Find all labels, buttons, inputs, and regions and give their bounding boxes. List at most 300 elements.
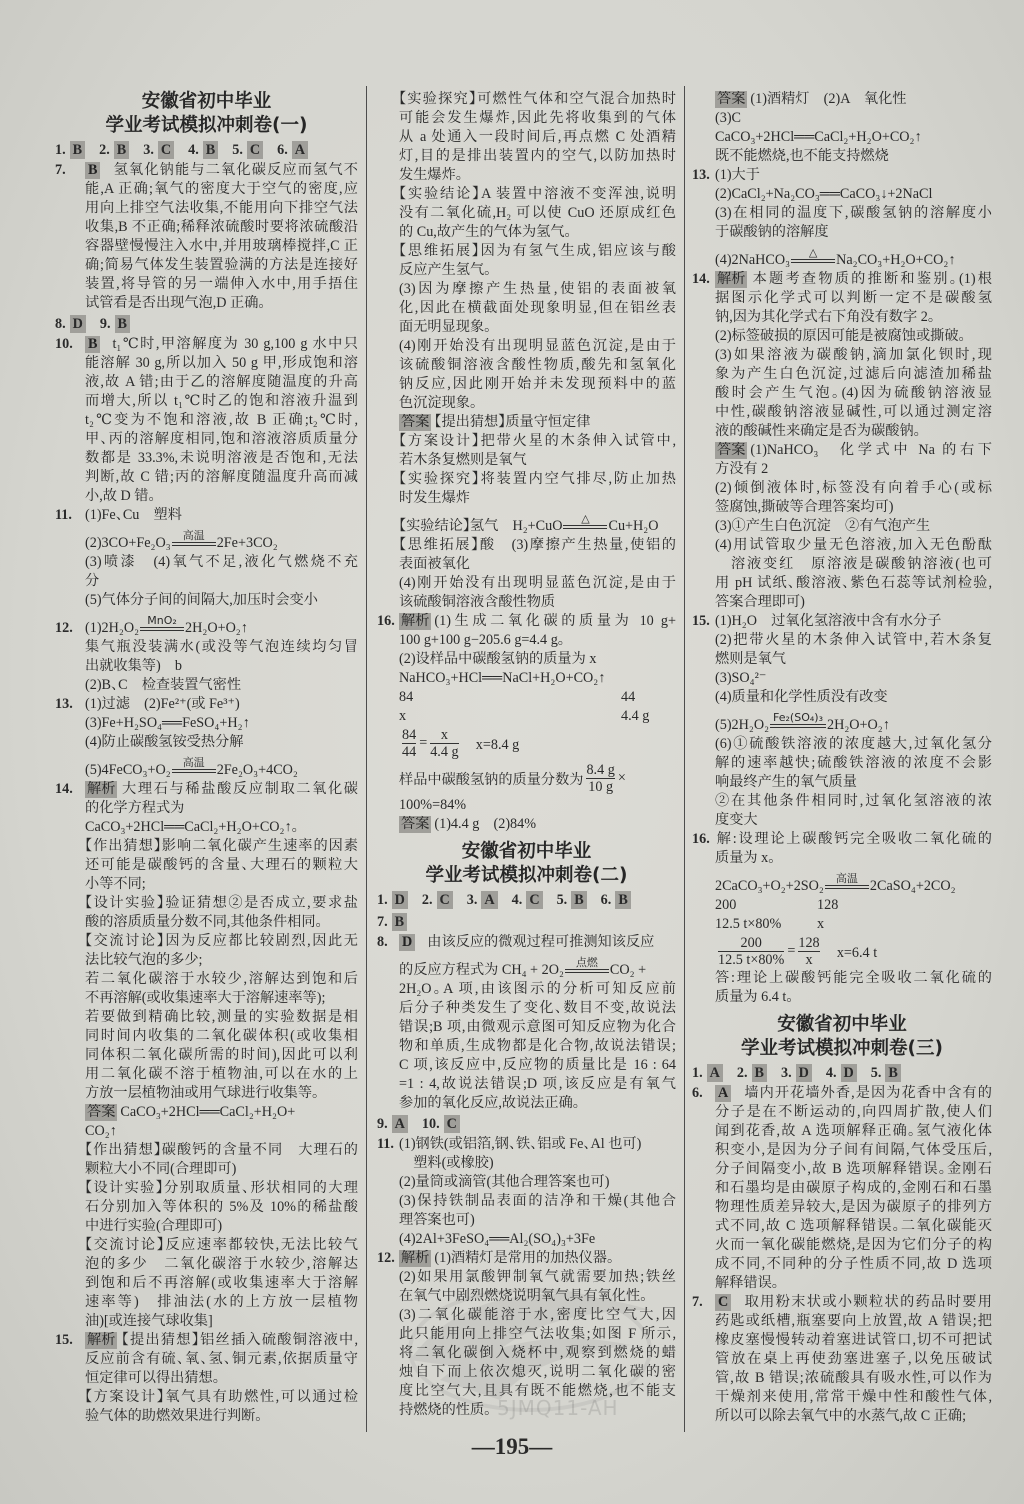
text-line	[715, 1388, 992, 1407]
text-line	[399, 1287, 676, 1306]
text-line	[85, 1312, 358, 1331]
answer-item	[277, 141, 308, 159]
double-equals-sign	[563, 525, 607, 529]
answer-item	[557, 891, 587, 909]
double-equals-sign	[791, 259, 835, 263]
line-text: 该硫酸铜溶液含酸性物质	[399, 594, 556, 610]
line-text: 中性,碳酸钠溶液显碱性,可以通过测定溶	[715, 404, 992, 420]
line-text: 物理性质差异较大,是因为碳原子的排列方	[715, 1199, 992, 1215]
section-title-line: 安徽省初中毕业	[461, 841, 592, 862]
line-text: 【作出猜想】影响二氧化碳产生速率的因素	[85, 838, 358, 854]
line-text: (4)质量和化学性质没有改变	[715, 689, 888, 705]
answer-paragraph	[399, 432, 676, 470]
line-text: 【实验探究】将装置内空气排尽,防止加热	[399, 471, 676, 487]
text-line	[715, 631, 992, 650]
text-line	[55, 161, 358, 180]
answer-paragraph	[692, 166, 992, 185]
line-text: 到饱和后不再溶解(或收集速率大于溶解	[85, 1275, 358, 1291]
text-line	[85, 1350, 358, 1369]
text-line	[715, 811, 992, 830]
text-line	[85, 733, 358, 752]
line-text: 积变小,是因为分子间有间隔,气体受压后,	[715, 1142, 992, 1158]
line-text: CaCO₃+2HCl══CaCl₂+H₂O+	[120, 1104, 296, 1120]
line-text: 能,A 正确;氧气的密度大于空气的密度,应	[85, 181, 358, 197]
line-text: 灯,目的是排出装置内的空气,以防加热时	[399, 148, 676, 164]
text-line	[692, 270, 992, 289]
line-text: 反应产生氢气。	[399, 262, 492, 278]
text-line	[85, 894, 358, 913]
label-badge: 解析	[401, 613, 430, 629]
line-text: 理答案也可)	[399, 1212, 475, 1228]
section-title-line: 学业考试模拟冲刺卷(二)	[425, 865, 628, 886]
text-line	[399, 1344, 676, 1363]
line-text: 钠反应,因此刚开始并未发现预料中的蓝	[399, 376, 676, 392]
text-line	[85, 714, 358, 733]
line-text: (6)①硫酸铁溶液的浓度越大,过氧化氢分	[715, 736, 992, 752]
question-number: 16.	[377, 613, 395, 629]
line-text: 分	[85, 573, 100, 589]
double-equals-sign	[140, 627, 184, 631]
question-number: 7.	[55, 162, 66, 178]
stoichiometry-right: 4.4 g	[621, 708, 650, 724]
answer-letter-badge: B	[114, 141, 129, 159]
double-equals-sign	[172, 542, 216, 546]
line-text: (3)SO₄²⁻	[715, 670, 767, 686]
text-line	[715, 346, 992, 365]
text-line	[715, 1255, 992, 1274]
line-text: CaCO₃+2HCl══CaCl₂+H₂O+CO₂↑	[715, 129, 922, 145]
answer-paragraph	[55, 780, 358, 818]
text-line	[85, 553, 358, 572]
question-number: 13.	[55, 696, 73, 712]
line-text: 2H₂O。A 项,由该图示的分析可知反应前	[399, 981, 676, 997]
stoichiometry-row	[399, 707, 676, 726]
text-line	[692, 612, 992, 631]
line-text: 时发生爆炸	[399, 490, 470, 506]
text-line	[715, 327, 992, 346]
line-text: 试管看是否出现气泡,D 正确。	[85, 295, 266, 311]
expression-text: x=6.4 t	[822, 944, 878, 961]
line-text: 管,故 B 错误;浓硫酸具有吸水性,可以作为	[715, 1370, 992, 1386]
answer-paragraph	[377, 612, 676, 650]
text-line	[715, 669, 992, 688]
question-number: 4.	[825, 1065, 837, 1081]
answer-paragraph	[85, 1236, 358, 1331]
denominator: x	[805, 952, 813, 968]
text-line	[715, 969, 992, 988]
text-line	[715, 479, 992, 498]
text-line	[399, 242, 676, 261]
reaction-condition	[825, 873, 869, 896]
fraction-expression	[399, 761, 676, 796]
question-number: 8.	[55, 316, 66, 332]
text-line	[399, 318, 676, 337]
text-line	[715, 688, 992, 707]
answer-paragraph	[715, 688, 992, 707]
expression-text: x=8.4 g	[461, 736, 520, 753]
text-line	[715, 460, 992, 479]
line-text: 据图示化学式可以判断一定不是碳酸氢	[715, 290, 992, 306]
answer-paragraph	[715, 517, 992, 536]
equation-products: 2Fe+3CO₂	[216, 535, 278, 551]
line-text: 答案合理即可)	[715, 594, 805, 610]
line-text: 色沉淀现象。	[399, 395, 478, 411]
answer-item	[871, 1064, 901, 1082]
line-text: 没有二氧化硫,H₂ 可以使 CuO 还原成红色	[399, 205, 676, 221]
equation-products: 2Fe₂O₃+4CO₂	[216, 762, 298, 778]
stoichiometry-row	[399, 688, 676, 707]
answer-letter-badge: C	[247, 141, 263, 159]
line-text: 由该反应的微观过程可推测知该反应	[427, 934, 655, 950]
line-text: 塑料(或橡胶)	[399, 1155, 494, 1171]
section-title	[377, 840, 676, 888]
text-line	[377, 933, 676, 952]
equation-reactants: (4)2NaHCO₃	[715, 252, 791, 268]
answer-paragraph	[692, 1293, 992, 1426]
text-line	[399, 432, 676, 451]
stoichiometry-left: 200	[715, 897, 737, 913]
answer-paragraph	[377, 1249, 676, 1268]
answer-paragraph	[692, 830, 992, 868]
line-text: (5)气体分子间的间隔大,加压时会变小	[85, 592, 318, 608]
text-line	[85, 1293, 358, 1312]
answer-item	[422, 1115, 460, 1133]
text-line	[399, 489, 676, 508]
answer-paragraph	[399, 536, 676, 574]
denominator: 4.4 g	[430, 744, 459, 760]
question-number: 14.	[692, 271, 710, 287]
line-text: (3)Fe+H₂SO₄══FeSO₄+H₂↑	[85, 715, 250, 731]
answer-paragraph	[715, 792, 992, 830]
line-text: 质量为 x。	[715, 850, 776, 866]
text-line	[85, 373, 358, 392]
label-badge: 答案	[87, 1104, 116, 1120]
line-text: 酸时会产生气泡。(4)因为硫酸钠溶液显	[715, 385, 992, 401]
text-line	[85, 818, 358, 837]
line-text: (3)①产生白色沉淀 ②有气泡产生	[715, 518, 931, 534]
answer-item	[377, 891, 408, 909]
line-text: 既不能燃烧,也不能支持燃烧	[715, 148, 889, 164]
double-equals-sign	[172, 769, 216, 773]
expression-text: ×	[617, 770, 626, 786]
text-line	[55, 1331, 358, 1350]
text-line	[85, 256, 358, 275]
answer-paragraph	[399, 337, 676, 413]
answer-paragraph	[85, 837, 358, 894]
text-line	[85, 1103, 358, 1122]
answer-paragraph	[715, 969, 992, 1007]
watermark-code: 5JMQ11-AH	[497, 1396, 619, 1420]
equation-products: Na₂CO₃+H₂O+CO₂↑	[836, 252, 956, 268]
line-text: 【实验结论】A 装置中溶液不变浑浊,说明	[399, 186, 676, 202]
numerator: x	[440, 727, 448, 743]
double-equals-sign	[565, 969, 609, 973]
line-text: 此只能用向上排空气法收集;如图 F 所示,	[399, 1326, 676, 1342]
line-text: 表面被氧化	[399, 556, 470, 572]
fraction	[586, 762, 614, 795]
question-number: 3.	[143, 142, 154, 158]
text-line	[85, 1027, 358, 1046]
line-text: 从 a 处通入一段时间后,再点燃 C 处酒精	[399, 129, 676, 145]
line-text: 错误;B 项,由微观示意图可知反应物为化合	[399, 1019, 676, 1035]
fraction	[798, 935, 819, 968]
label-badge: 答案	[401, 816, 430, 832]
line-text: 解:设理论上碳酸钙完全吸收二氧化硫的	[715, 831, 992, 847]
line-text: 【思维拓展】因为有氢气生成,铝应该与酸	[399, 243, 676, 259]
answer-paragraph	[399, 242, 676, 280]
answer-paragraph	[715, 735, 992, 792]
line-text: (1)过滤 (2)Fe²⁺(或 Fe³⁺)	[85, 696, 240, 712]
reaction-condition	[770, 712, 826, 735]
question-number: 5.	[232, 142, 243, 158]
question-number: 7.	[692, 1294, 703, 1310]
section-title-line: 安徽省初中毕业	[141, 91, 272, 112]
text-line	[399, 451, 676, 470]
text-line	[399, 166, 676, 185]
text-line	[692, 830, 992, 849]
text-line	[85, 1008, 358, 1027]
fraction	[430, 727, 458, 760]
text-line	[399, 980, 676, 999]
text-line	[85, 294, 358, 313]
line-text: 化,因此在横截面处现象明显,但在铝丝表	[399, 300, 676, 316]
text-line	[85, 913, 358, 932]
text-line	[715, 574, 992, 593]
question-number: 8.	[377, 934, 388, 950]
text-line	[715, 441, 992, 460]
text-line	[85, 1198, 358, 1217]
text-line	[399, 1325, 676, 1344]
text-line	[715, 223, 992, 242]
equation-reactants: 2CaCO₃+O₂+2SO₂	[715, 878, 824, 894]
text-line	[399, 280, 676, 299]
line-text: (1)酒精灯是常用的加热仪器。	[434, 1250, 615, 1266]
line-text: 油)[或连接气球收集]	[85, 1313, 213, 1329]
line-text: 参加的氧化反应,故说法正确。	[399, 1095, 580, 1111]
text-line	[85, 837, 358, 856]
answer-paragraph	[715, 327, 992, 346]
text-line	[715, 988, 992, 1007]
text-line	[399, 796, 676, 815]
middle-column	[377, 90, 676, 1420]
line-text: 出就收集等) b	[85, 658, 182, 674]
line-text: (4)用试管取少量无色溶液,加入无色酚酞	[715, 537, 992, 553]
answer-paragraph	[715, 204, 992, 242]
text-line	[399, 1363, 676, 1382]
line-text: 和石墨均是由碳原子构成的,金刚石和石墨	[715, 1180, 992, 1196]
question-number: 10.	[421, 1116, 440, 1132]
section-title	[692, 1013, 992, 1061]
question-number: 9.	[377, 1116, 388, 1132]
line-text: C 项,该反应中,反应物的质量比是 16 : 64	[399, 1057, 676, 1073]
line-text: 取用粉末状或小颗粒状的药品时要用	[743, 1294, 992, 1310]
text-line	[85, 1217, 358, 1236]
line-text: (1)4.4 g (2)84%	[434, 816, 537, 832]
line-text: 燃则是氧气	[715, 651, 786, 667]
text-line	[399, 593, 676, 612]
answer-paragraph	[55, 161, 358, 313]
line-text: 可能会发生爆炸,因此先将收集到的气体	[399, 110, 676, 126]
answer-row	[377, 911, 676, 933]
line-text: 集气瓶没装满水(或没等气泡连续均匀冒	[85, 639, 358, 655]
line-text: 100 g+100 g−205.6 g=4.4 g。	[399, 632, 565, 648]
text-line	[715, 109, 992, 128]
line-text: 干燥剂来使用,常常干燥中性和酸性气体,	[715, 1389, 992, 1405]
text-line	[399, 413, 676, 432]
text-line	[85, 676, 358, 695]
answer-letter-badge: B	[752, 1064, 767, 1082]
text-line	[85, 1236, 358, 1255]
question-number: 12.	[55, 620, 73, 636]
fraction-expression	[715, 934, 992, 969]
line-text: 签腐蚀,撕破等合理答案均可)	[715, 499, 894, 515]
text-line	[715, 90, 992, 109]
answer-letter-badge: C	[444, 1115, 460, 1133]
text-line	[715, 792, 992, 811]
line-text: (1)酒精灯 (2)A 氧化性	[750, 91, 907, 107]
text-line	[692, 1293, 992, 1312]
text-line	[55, 506, 358, 525]
question-number: 1.	[55, 142, 66, 158]
double-equals-sign	[770, 724, 826, 728]
line-text: (2)如果用氯酸钾制氧气就需要加热;铁丝	[399, 1269, 676, 1285]
line-text: 【思维拓展】酸 (3)摩擦产生热量,使铝的	[399, 537, 676, 553]
question-number: 3.	[466, 892, 478, 908]
question-number: 2.	[736, 1065, 748, 1081]
line-text: 100%=84%	[399, 797, 467, 813]
line-text: 小,故 D 错。	[85, 488, 156, 504]
answer-letter-badge: D	[796, 1064, 812, 1082]
text-line	[715, 289, 992, 308]
stoichiometry-row	[715, 896, 992, 915]
answer-paragraph	[399, 470, 676, 508]
text-line	[85, 354, 358, 373]
line-text: (2)把带火星的木条伸入试管中,若木条复	[715, 632, 992, 648]
answer-letter-badge: C	[158, 141, 174, 159]
text-line	[715, 735, 992, 754]
line-text: 溶液变红 原溶液是碳酸钠溶液(也可	[715, 556, 992, 572]
line-text: 若二氧化碳溶于水较少,溶解达到饱和后	[85, 971, 358, 987]
line-text: 度变大	[715, 812, 758, 828]
chemical-equation	[715, 242, 992, 270]
text-line	[399, 470, 676, 489]
line-text: 泡的多少 二氧化碳溶于水较少,溶解达	[85, 1256, 358, 1272]
answer-paragraph	[55, 695, 358, 714]
line-text: (4)刚开始没有出现明显蓝色沉淀,是由于	[399, 575, 676, 591]
answer-paragraph	[715, 128, 992, 147]
line-text: 而增大,所以 t₁℃时乙的饱和溶液升温到	[85, 393, 358, 409]
text-line	[85, 392, 358, 411]
text-line	[399, 574, 676, 593]
stoichiometry-row	[715, 915, 992, 934]
line-text: (3)在相同的温度下,碳酸氢钠的溶解度小	[715, 205, 992, 221]
answer-paragraph	[715, 109, 992, 128]
text-line	[85, 449, 358, 468]
answer-paragraph	[85, 1103, 358, 1141]
line-text: (4)防止碳酸氢铵受热分解	[85, 734, 244, 750]
text-line	[399, 185, 676, 204]
answer-item	[188, 141, 218, 159]
page-number: —195—	[471, 1434, 553, 1459]
line-text: 钠,因为其化学式右下角没有数字 2。	[715, 309, 935, 325]
line-text: 于碳酸钠的溶解度	[715, 224, 829, 240]
answer-letter-badge: A	[481, 891, 497, 909]
line-text: 石分别加入等体积的 5%及 10%的稀盐酸	[85, 1199, 358, 1215]
answer-paragraph	[85, 932, 358, 970]
line-text: 的 Cu,故产生的气体为氢气。	[399, 224, 572, 240]
condition-label: 高温	[182, 529, 205, 542]
answer-letter-badge: B	[85, 336, 100, 353]
line-text: 物和单质,生成物都是化合物,故说法错误;	[399, 1038, 676, 1054]
text-line	[715, 1217, 992, 1236]
fraction-expression	[399, 726, 676, 761]
question-number: 4.	[188, 142, 199, 158]
text-line	[715, 128, 992, 147]
line-text: (2)标签破损的原因可能是被腐蚀或撕破。	[715, 328, 966, 344]
answer-paragraph	[85, 818, 358, 837]
text-line	[715, 1312, 992, 1331]
text-line	[715, 308, 992, 327]
answer-item	[55, 141, 85, 159]
answer-paragraph	[377, 1135, 676, 1154]
text-line	[715, 1160, 992, 1179]
line-text: NaHCO₃+HCl══NaCl+H₂O+CO₂↑	[399, 670, 606, 686]
left-column	[55, 88, 358, 1426]
line-text: (2)量筒或滴管(其他合理答案也可)	[399, 1174, 610, 1190]
line-text: 质量为 6.4 t。	[715, 989, 794, 1005]
answer-letter-badge: B	[885, 1064, 900, 1082]
section-title-line: 学业考试模拟冲刺卷(一)	[105, 115, 308, 136]
text-line	[399, 1037, 676, 1056]
question-number: 4.	[511, 892, 523, 908]
answer-letter-badge: B	[571, 891, 586, 909]
question-number: 2.	[99, 142, 110, 158]
answer-paragraph	[715, 669, 992, 688]
condition-label: 高温	[835, 872, 858, 885]
chemical-equation	[715, 707, 992, 735]
line-text: t₂℃变为不饱和溶液,故 B 正确;t₂℃时,	[85, 412, 358, 428]
chemical-equation	[85, 752, 358, 780]
line-text: 小等不同;	[85, 876, 146, 892]
equation-reactants: (1)2H₂O₂	[85, 620, 140, 636]
text-line	[399, 1094, 676, 1113]
label-badge: 答案	[717, 91, 746, 107]
question-number: 2.	[421, 892, 433, 908]
text-line	[85, 1274, 358, 1293]
equation-reactants: 的反应方程式为 CH₄ + 2O₂	[399, 962, 564, 978]
question-number: 14.	[55, 781, 73, 797]
line-text: (2)B、C 检查装置气密性	[85, 677, 242, 693]
answer-item	[422, 891, 453, 909]
text-line	[692, 1084, 992, 1103]
line-text: 【提出猜想】铝丝插入硫酸铜溶液中,	[120, 1332, 358, 1348]
line-text: 确;简易气体发生装置验满的方法是连接好	[85, 257, 358, 273]
line-text: (3)如果溶液为碳酸钠,滴加氯化钡时,现	[715, 347, 992, 363]
answer-paragraph	[85, 733, 358, 752]
answer-letter-badge: D	[399, 934, 415, 951]
line-text: 恒定律可以得出猜想。	[85, 1370, 220, 1386]
line-text: 氢氧化钠能与二氧化碳反应而氢气不	[112, 162, 358, 178]
label-badge: 解析	[717, 271, 746, 287]
answer-paragraph	[715, 536, 992, 612]
line-text: (3)二氧化碳能溶于水,密度比空气大,因	[399, 1307, 676, 1323]
line-text: 液的酸碱性来确定是否为碳酸钠。	[715, 423, 921, 439]
text-line	[85, 411, 358, 430]
line-text: 解释错误。	[715, 1275, 779, 1291]
question-number: 5.	[556, 892, 568, 908]
question-number: 9.	[99, 316, 111, 332]
text-line	[399, 1173, 676, 1192]
